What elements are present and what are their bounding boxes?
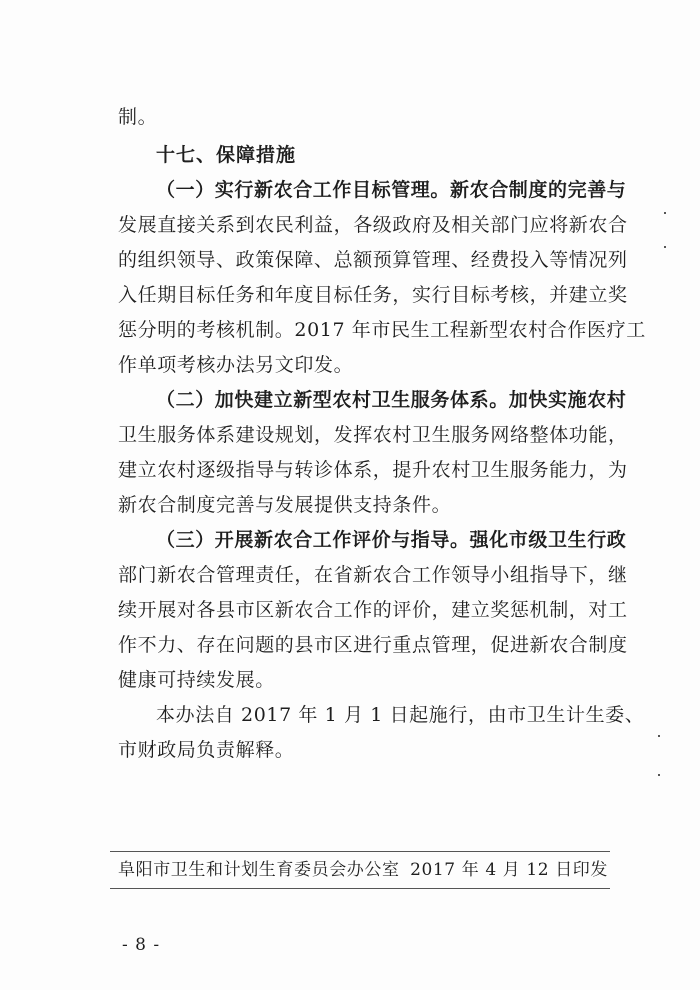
body-line: 建立农村逐级指导与转诊体系，提升农村卫生服务能力，为 — [118, 459, 628, 481]
body-line: 作单项考核办法另文印发。 — [118, 354, 354, 376]
body-line: 本办法自 2017 年 1 月 1 日起施行，由市卫生计生委、 — [156, 704, 645, 726]
body-line: 健康可持续发展。 — [118, 669, 275, 691]
scan-speck — [664, 212, 666, 214]
footer-bottom-rule — [110, 888, 610, 889]
scan-speck — [664, 246, 666, 248]
scan-speck — [658, 774, 660, 776]
body-line: 制。 — [118, 106, 158, 128]
body-line: 入任期目标任务和年度目标任务，实行目标考核，并建立奖 — [118, 284, 628, 306]
scan-speck — [658, 735, 660, 737]
issuer-name: 阜阳市卫生和计划生育委员会办公室 — [118, 860, 400, 880]
body-line: 新农合制度完善与发展提供支持条件。 — [118, 494, 452, 516]
body-line: 发展直接关系到农民利益，各级政府及相关部门应将新农合 — [118, 214, 628, 236]
body-line: 卫生服务体系建设规划，发挥农村卫生服务网络整体功能， — [118, 424, 628, 446]
body-line: （二）加快建立新型农村卫生服务体系。加快实施农村 — [156, 389, 627, 411]
body-line: （三）开展新农合工作评价与指导。强化市级卫生行政 — [156, 529, 627, 551]
body-line: 惩分明的考核机制。2017 年市民生工程新型农村合作医疗工 — [118, 319, 646, 341]
body-line: 作不力、存在问题的县市区进行重点管理，促进新农合制度 — [118, 634, 628, 656]
body-line: 的组织领导、政策保障、总额预算管理、经费投入等情况列 — [118, 249, 628, 271]
page-number: - 8 - — [122, 935, 161, 955]
section-heading: 十七、保障措施 — [156, 144, 297, 166]
body-line: 市财政局负责解释。 — [118, 739, 295, 761]
body-line: 部门新农合管理责任，在省新农合工作领导小组指导下，继 — [118, 564, 628, 586]
footer-top-rule — [110, 851, 610, 852]
body-line: 续开展对各县市区新农合工作的评价，建立奖惩机制，对工 — [118, 599, 628, 621]
body-line: （一）实行新农合工作目标管理。新农合制度的完善与 — [156, 179, 627, 201]
issue-date: 2017 年 4 月 12 日印发 — [410, 860, 608, 880]
